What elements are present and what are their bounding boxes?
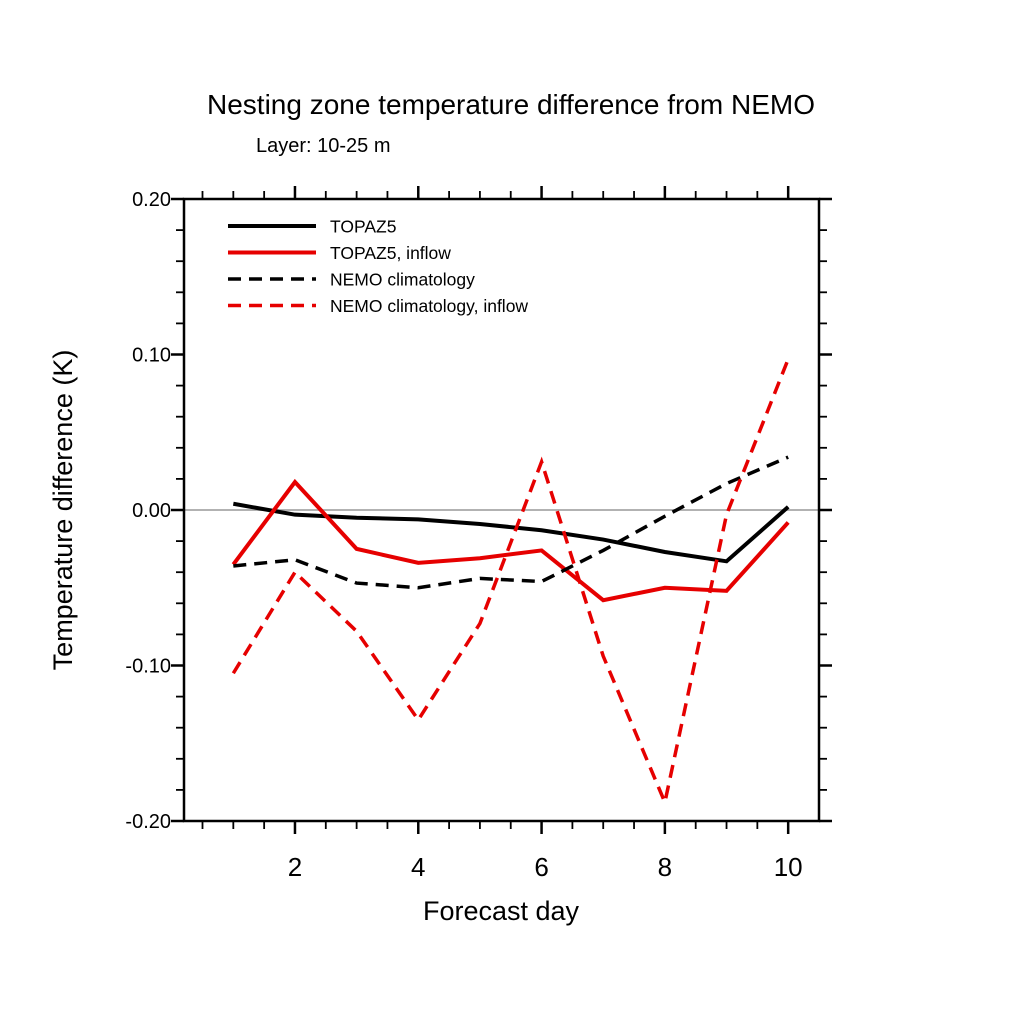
y-tick-label: -0.10 <box>125 655 171 678</box>
series-line-3 <box>233 457 788 588</box>
chart-subtitle: Layer: 10-25 m <box>256 135 391 157</box>
x-tick-label: 6 <box>534 852 549 882</box>
x-tick-label: 2 <box>287 852 303 882</box>
legend-label-1: TOPAZ5 <box>330 216 397 237</box>
legend-label-2: TOPAZ5, inflow <box>330 243 451 263</box>
plot-area <box>125 186 832 882</box>
y-tick-label: -0.20 <box>125 811 171 833</box>
y-axis-title: Temperature difference (K) <box>48 349 78 671</box>
x-axis-title: Forecast day <box>422 896 580 926</box>
y-tick-label: 0.10 <box>132 344 171 367</box>
legend-label-4: NEMO climatology, inflow <box>330 296 529 316</box>
y-tick-label: 0.20 <box>132 189 171 211</box>
x-tick-label: 10 <box>773 852 803 882</box>
x-tick-label: 8 <box>657 852 673 882</box>
legend-label-3: NEMO climatology <box>330 269 475 290</box>
x-tick-label: 4 <box>411 852 426 882</box>
y-tick-label: 0.00 <box>132 500 171 522</box>
chart-title: Nesting zone temperature difference from NEMO <box>207 89 815 120</box>
